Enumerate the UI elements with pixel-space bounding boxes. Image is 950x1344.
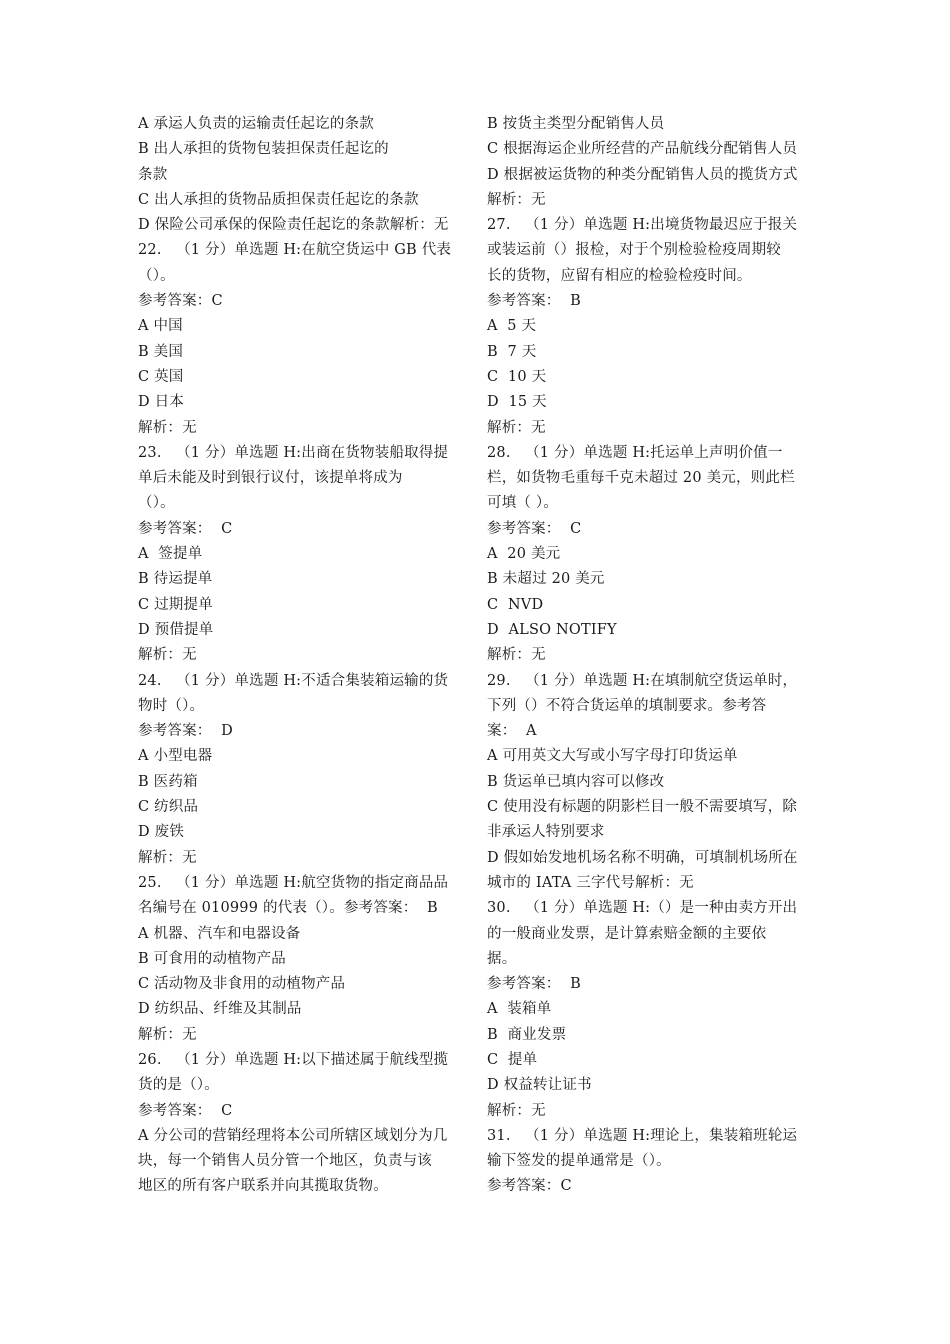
text-line: 物时（）。 <box>138 697 205 714</box>
text-line: 参考答案：C <box>487 1178 572 1195</box>
text-line: 货的是（）。 <box>138 1077 219 1094</box>
text-line: A 签提单 <box>138 546 203 563</box>
text-line: 22. （1 分）单选题 H:在航空货运中 GB 代表 <box>138 242 452 259</box>
text-line: 参考答案： B <box>487 976 581 993</box>
text-line: 据。 <box>487 950 517 967</box>
text-line: B 货运单已填内容可以修改 <box>487 773 665 790</box>
text-line: B 可食用的动植物产品 <box>138 950 286 967</box>
text-line: 29. （1 分）单选题 H:在填制航空货运单时， <box>487 672 798 689</box>
text-line: D 纺织品、纤维及其制品 <box>138 1001 302 1018</box>
text-line: 下列（）不符合货运单的填制要求。参考答 <box>487 697 767 714</box>
text-line: B 按货主类型分配销售人员 <box>487 116 665 132</box>
text-line: 28. （1 分）单选题 H:托运单上声明价值一 <box>487 444 783 461</box>
text-line: 参考答案： D <box>138 723 233 740</box>
text-line: 解析：无 <box>138 419 197 436</box>
text-line: 解析：无 <box>138 647 197 664</box>
text-line: 25. （1 分）单选题 H:航空货物的指定商品品 <box>138 874 449 891</box>
text-line: 非承运人特别要求 <box>487 824 605 841</box>
text-line: C 纺织品 <box>138 799 199 816</box>
text-line: A 分公司的营销经理将本公司所辖区域划分为几 <box>138 1127 448 1144</box>
text-line: B 未超过 20 美元 <box>487 571 605 588</box>
text-line: （）。 <box>138 495 175 512</box>
text-line: A 20 美元 <box>487 546 561 563</box>
text-line: C 使用没有标题的阴影栏目一般不需要填写，除 <box>487 799 798 816</box>
text-line: （）。 <box>138 267 175 284</box>
text-line: 解析：无 <box>487 1102 546 1119</box>
text-line: 解析：无 <box>138 1026 197 1043</box>
text-line: 的一般商业发票，是计算索赔金额的主要依 <box>487 925 767 942</box>
text-line: C NVD <box>487 596 544 613</box>
text-line: B 7 天 <box>487 343 537 360</box>
text-line: D 预借提单 <box>138 621 214 638</box>
text-line: 解析：无 <box>487 419 546 436</box>
text-line: 条款 <box>138 166 168 183</box>
text-line: 或装运前（）报检，对于个别检验检疫周期较 <box>487 242 781 259</box>
text-line: 30. （1 分）单选题 H:（）是一种由卖方开出 <box>487 900 798 917</box>
text-line: 23. （1 分）单选题 H:出商在货物装船取得提 <box>138 444 449 461</box>
text-line: C 10 天 <box>487 368 547 385</box>
text-line: 24. （1 分）单选题 H:不适合集装箱运输的货 <box>138 672 449 689</box>
text-line: 可填（ ）。 <box>487 495 559 512</box>
text-line: A 5 天 <box>487 318 537 335</box>
text-line: D 日本 <box>138 394 185 411</box>
text-line: A 中国 <box>138 318 183 335</box>
right-column <box>487 112 823 1200</box>
text-line: A 小型电器 <box>138 748 213 765</box>
text-line: A 装箱单 <box>487 1001 552 1018</box>
text-line: C 根据海运企业所经营的产品航线分配销售人员 <box>487 141 798 158</box>
text-line: D 15 天 <box>487 394 547 411</box>
text-line: D 根据被运货物的种类分配销售人员的揽货方式 <box>487 166 798 183</box>
text-line: 案： A <box>487 723 537 740</box>
text-line: C 英国 <box>138 368 184 385</box>
text-line: 栏，如货物毛重每千克未超过 20 美元，则此栏 <box>487 470 795 487</box>
text-line: 参考答案： C <box>138 520 233 537</box>
text-line: B 出人承担的货物包装担保责任起讫的 <box>138 141 389 158</box>
text-line: 名编号在 010999 的代表（）。参考答案： B <box>138 900 438 917</box>
text-line: 27. （1 分）单选题 H:出境货物最迟应于报关 <box>487 217 798 234</box>
text-line: B 商业发票 <box>487 1026 567 1043</box>
text-line: A 承运人负责的运输责任起讫的条款 <box>138 116 374 132</box>
text-line: 块，每一个销售人员分管一个地区，负责与该 <box>138 1153 432 1170</box>
text-line: A 可用英文大写或小写字母打印货运单 <box>487 748 738 765</box>
text-line: 输下签发的提单通常是（）。 <box>487 1153 671 1170</box>
text-line: 长的货物，应留有相应的检验检疫时间。 <box>487 267 752 284</box>
text-line: 地区的所有客户联系并向其揽取货物。 <box>138 1178 388 1195</box>
text-line: B 美国 <box>138 343 184 360</box>
text-line: C 活动物及非食用的动植物产品 <box>138 976 346 993</box>
text-line: A 机器、汽车和电器设备 <box>138 925 301 942</box>
text-line: 参考答案： C <box>138 1102 233 1119</box>
text-line: D 保险公司承保的保险责任起讫的条款解析：无 <box>138 217 449 234</box>
text-line: C 提单 <box>487 1051 538 1068</box>
text-line: 城市的 IATA 三字代号解析：无 <box>487 874 694 891</box>
text-line: B 待运提单 <box>138 571 213 588</box>
left-column <box>138 112 471 1200</box>
text-line: 解析：无 <box>138 849 197 866</box>
text-line: D 假如始发地机场名称不明确，可填制机场所在 <box>487 849 798 866</box>
text-line: 解析：无 <box>487 191 546 208</box>
text-line: 31. （1 分）单选题 H:理论上，集装箱班轮运 <box>487 1127 798 1144</box>
text-line: C 过期提单 <box>138 596 213 613</box>
text-line: 参考答案： B <box>487 293 581 310</box>
text-line: C 出人承担的货物品质担保责任起讫的条款 <box>138 191 419 208</box>
text-line: B 医药箱 <box>138 773 198 790</box>
text-line: 26. （1 分）单选题 H:以下描述属于航线型揽 <box>138 1051 449 1068</box>
text-line: 参考答案：C <box>138 293 223 310</box>
text-line: D 权益转让证书 <box>487 1077 592 1094</box>
text-line: 参考答案： C <box>487 520 582 537</box>
text-line: D ALSO NOTIFY <box>487 621 617 638</box>
text-line: 单后未能及时到银行议付，该提单将成为 <box>138 470 403 487</box>
text-line: D 废铁 <box>138 824 185 841</box>
text-line: 解析：无 <box>487 647 546 664</box>
